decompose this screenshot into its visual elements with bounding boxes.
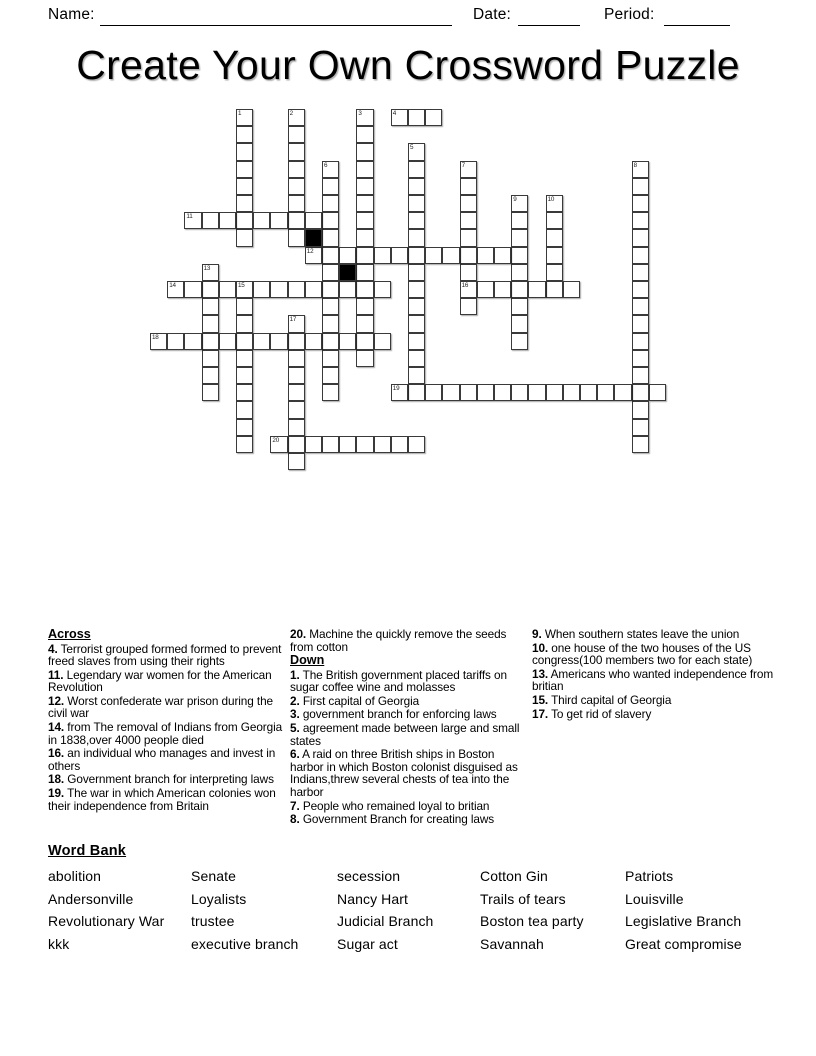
grid-cell[interactable] — [236, 126, 253, 143]
grid-cell[interactable] — [356, 298, 373, 315]
grid-cell[interactable] — [322, 247, 339, 264]
grid-cell-number: 17 — [289, 316, 297, 324]
grid-cell[interactable] — [270, 333, 287, 350]
word-bank-item: executive branch — [191, 935, 299, 952]
grid-cell[interactable] — [305, 333, 322, 350]
grid-cell-number: 9 — [513, 196, 517, 203]
grid-cell[interactable] — [356, 247, 373, 264]
grid-cell[interactable] — [339, 333, 356, 350]
grid-cell[interactable] — [356, 161, 373, 178]
grid-cell[interactable] — [236, 315, 253, 332]
grid-cell[interactable] — [408, 161, 425, 178]
grid-cell[interactable] — [460, 298, 477, 315]
grid-cell[interactable] — [391, 109, 408, 126]
grid-cell[interactable] — [219, 281, 236, 298]
grid-cell[interactable] — [253, 333, 270, 350]
word-bank-item: Loyalists — [191, 890, 247, 907]
grid-cell-number: 16 — [461, 282, 469, 289]
word-bank-item: Sugar act — [337, 935, 398, 952]
clue: 8. Government Branch for creating laws — [290, 812, 495, 827]
grid-cell-number: 7 — [461, 161, 465, 169]
period-label: Period: — [604, 6, 655, 23]
grid-cell[interactable] — [288, 350, 305, 367]
grid-cell[interactable] — [322, 350, 339, 367]
grid-cell[interactable] — [288, 109, 305, 126]
grid-cell[interactable] — [580, 384, 597, 401]
grid-cell[interactable] — [236, 281, 253, 298]
grid-cell[interactable] — [511, 333, 528, 350]
grid-cell-number: 15 — [238, 282, 245, 289]
grid-cell[interactable] — [408, 315, 425, 332]
grid-cell[interactable] — [202, 212, 219, 229]
grid-cell[interactable] — [408, 143, 425, 160]
grid-cell[interactable] — [632, 315, 649, 332]
grid-cell[interactable] — [288, 453, 305, 470]
grid-cell[interactable] — [356, 195, 373, 212]
clue: 16. an individual who manages and invest in others — [48, 746, 276, 773]
grid-cell[interactable] — [288, 384, 305, 401]
grid-cell[interactable] — [167, 333, 184, 350]
grid-cell[interactable] — [511, 298, 528, 315]
grid-cell[interactable] — [460, 212, 477, 229]
grid-cell[interactable] — [460, 161, 477, 178]
grid-cell[interactable] — [460, 247, 477, 264]
grid-cell[interactable] — [494, 281, 511, 298]
grid-cell[interactable] — [305, 247, 322, 264]
grid-cell[interactable] — [425, 109, 442, 126]
grid-cell[interactable] — [236, 212, 253, 229]
grid-cell[interactable] — [356, 281, 373, 298]
grid-cell[interactable] — [632, 367, 649, 384]
grid-cell[interactable] — [202, 367, 219, 384]
grid-cell[interactable] — [408, 109, 425, 126]
word-bank-item: Andersonville — [48, 890, 134, 907]
grid-cell-number: 19 — [392, 385, 400, 393]
grid-cell[interactable] — [339, 436, 356, 453]
grid-cell[interactable] — [632, 195, 649, 212]
grid-cell[interactable] — [511, 212, 528, 229]
grid-cell[interactable] — [494, 384, 511, 401]
grid-cell-number: 20 — [272, 436, 279, 444]
grid-cell[interactable] — [288, 143, 305, 160]
grid-cell[interactable] — [322, 212, 339, 229]
grid-cell[interactable] — [219, 212, 236, 229]
grid-cell[interactable] — [356, 350, 373, 367]
clue: 12. Worst confederate war prison during the civil war — [48, 693, 274, 721]
grid-cell[interactable] — [408, 229, 425, 246]
grid-cell[interactable] — [288, 178, 305, 195]
grid-cell[interactable] — [632, 298, 649, 315]
grid-cell[interactable] — [425, 247, 442, 264]
grid-cell[interactable] — [288, 229, 305, 246]
grid-cell[interactable] — [356, 126, 373, 143]
grid-cell[interactable] — [563, 384, 580, 401]
grid-cell[interactable] — [511, 229, 528, 246]
clue-section-header: Across — [48, 627, 91, 641]
grid-cell[interactable] — [236, 195, 253, 212]
grid-cell[interactable] — [632, 333, 649, 350]
clue: 20. Machine the quickly remove the seeds from cotton — [290, 627, 507, 654]
date-blank-line[interactable] — [518, 8, 580, 26]
grid-cell[interactable] — [236, 419, 253, 436]
word-bank-item: Revolutionary War — [48, 913, 165, 929]
grid-cell[interactable] — [288, 126, 305, 143]
word-bank-item: trustee — [191, 913, 235, 929]
grid-cell[interactable] — [408, 178, 425, 195]
grid-cell[interactable] — [202, 298, 219, 315]
grid-cell[interactable] — [322, 436, 339, 453]
word-bank-item: secession — [337, 868, 401, 884]
grid-cell[interactable] — [546, 264, 563, 281]
grid-cell[interactable] — [322, 333, 339, 350]
grid-cell[interactable] — [356, 109, 373, 126]
word-bank-item: Patriots — [625, 868, 674, 884]
grid-cell[interactable] — [202, 315, 219, 332]
grid-cell[interactable] — [253, 212, 270, 229]
grid-cell[interactable] — [511, 264, 528, 281]
grid-cell[interactable] — [236, 109, 253, 126]
grid-cell[interactable] — [184, 333, 201, 350]
clue: 4. Terrorist grouped formed formed to prevent freed slaves from using their rights — [48, 641, 282, 669]
grid-cell[interactable] — [374, 436, 391, 453]
grid-cell[interactable] — [339, 247, 356, 264]
clue: 3. government branch for enforcing laws — [290, 707, 497, 722]
grid-cell[interactable] — [322, 264, 339, 281]
grid-cell[interactable] — [322, 367, 339, 384]
clue-column — [290, 628, 527, 827]
grid-cell[interactable] — [288, 161, 305, 178]
grid-cell[interactable] — [236, 229, 253, 246]
clues-section — [48, 628, 788, 843]
grid-cell[interactable] — [511, 384, 528, 401]
clue: 5. agreement made between large and small states — [290, 721, 520, 748]
grid-cell-number: 11 — [186, 213, 193, 221]
grid-cell[interactable] — [288, 212, 305, 229]
grid-cell-number: 4 — [392, 110, 397, 117]
grid-cell[interactable] — [408, 247, 425, 264]
grid-cell[interactable] — [184, 212, 201, 229]
clue: 18. Government branch for interpreting laws — [48, 772, 274, 787]
grid-cell[interactable] — [391, 384, 408, 401]
word-bank-item: Judicial Branch — [337, 913, 434, 929]
grid-cell[interactable] — [322, 178, 339, 195]
grid-cell[interactable] — [202, 264, 219, 281]
grid-cell[interactable] — [202, 384, 219, 401]
word-bank-item: Boston tea party — [480, 913, 584, 929]
word-bank-item: Savannah — [480, 935, 544, 952]
grid-cell[interactable] — [305, 212, 322, 229]
word-bank-item: Great compromise — [625, 935, 742, 952]
grid-cell[interactable] — [288, 315, 305, 332]
grid-cell-number: 6 — [324, 161, 328, 169]
grid-cell[interactable] — [322, 315, 339, 332]
grid-cell[interactable] — [546, 281, 563, 298]
grid-cell[interactable] — [460, 178, 477, 195]
grid-cell-number: 1 — [238, 110, 242, 117]
word-bank-item: Louisville — [625, 890, 684, 907]
grid-cell[interactable] — [202, 281, 219, 298]
grid-cell[interactable] — [408, 333, 425, 350]
grid-cell[interactable] — [442, 247, 459, 264]
grid-cell[interactable] — [322, 229, 339, 246]
grid-cell[interactable] — [219, 333, 236, 350]
grid-cell[interactable] — [184, 281, 201, 298]
grid-cell[interactable] — [288, 367, 305, 384]
word-bank-item: Senate — [191, 868, 236, 884]
word-bank-item: Nancy Hart — [337, 890, 409, 907]
grid-cell[interactable] — [270, 436, 287, 453]
grid-cell[interactable] — [270, 281, 287, 298]
grid-cell[interactable] — [236, 384, 253, 401]
grid-cell[interactable] — [408, 384, 425, 401]
grid-cell[interactable] — [322, 281, 339, 298]
grid-cell[interactable] — [270, 212, 287, 229]
grid-cell[interactable] — [511, 315, 528, 332]
grid-cell[interactable] — [356, 229, 373, 246]
grid-cell[interactable] — [288, 419, 305, 436]
grid-cell[interactable] — [632, 264, 649, 281]
grid-cell[interactable] — [253, 281, 270, 298]
grid-cell[interactable] — [632, 247, 649, 264]
grid-cell[interactable] — [356, 212, 373, 229]
grid-cell[interactable] — [236, 436, 253, 453]
crossword-grid — [150, 109, 666, 471]
grid-cell[interactable] — [546, 229, 563, 246]
grid-cell[interactable] — [408, 212, 425, 229]
grid-cell[interactable] — [356, 315, 373, 332]
grid-cell[interactable] — [632, 401, 649, 418]
grid-cell[interactable] — [408, 264, 425, 281]
grid-cell[interactable] — [477, 281, 494, 298]
clue: 6. A raid on three British ships in Boston harbor in which Boston colonist disguised as Indians,threw several chests of tea into the harbor — [290, 747, 518, 800]
grid-cell[interactable] — [374, 333, 391, 350]
grid-cell[interactable] — [391, 436, 408, 453]
word-bank-list — [48, 865, 742, 955]
grid-cell[interactable] — [546, 195, 563, 212]
grid-cell[interactable] — [322, 161, 339, 178]
grid-cell[interactable] — [150, 333, 167, 350]
grid-cell[interactable] — [288, 436, 305, 453]
grid-cell[interactable] — [460, 264, 477, 281]
grid-cell[interactable] — [408, 367, 425, 384]
grid-cell[interactable] — [339, 281, 356, 298]
grid-cell-number: 3 — [358, 110, 362, 117]
grid-cell[interactable] — [649, 384, 666, 401]
grid-cell[interactable] — [460, 384, 477, 401]
grid-cell[interactable] — [202, 333, 219, 350]
grid-cell-number: 8 — [633, 161, 637, 169]
grid-black-cell — [339, 264, 356, 281]
grid-cell[interactable] — [356, 264, 373, 281]
grid-cell[interactable] — [511, 195, 528, 212]
grid-cell[interactable] — [442, 384, 459, 401]
grid-cell[interactable] — [236, 350, 253, 367]
grid-cell[interactable] — [632, 419, 649, 436]
grid-cell[interactable] — [460, 229, 477, 246]
clue: 13. Americans who wanted independence from britian — [532, 666, 774, 694]
word-bank-item: Trails of tears — [480, 890, 566, 907]
clue: 10. one house of the two houses of the US congress(100 members two for each state) — [532, 640, 753, 668]
clue: 17. To get rid of slavery — [532, 706, 652, 721]
grid-cell-number: 10 — [547, 196, 555, 203]
grid-cell[interactable] — [546, 212, 563, 229]
clue: 11. Legendary war women for the American Revolution — [48, 667, 272, 695]
grid-cell[interactable] — [460, 195, 477, 212]
grid-cell[interactable] — [632, 350, 649, 367]
word-bank-item: kkk — [48, 935, 70, 952]
grid-cell[interactable] — [356, 333, 373, 350]
clue: 1. The British government placed tariffs on sugar coffee wine and molasses — [290, 667, 507, 695]
date-label: Date: — [473, 6, 512, 23]
grid-cell[interactable] — [408, 195, 425, 212]
clue: 14. from The removal of Indians from Georgia in 1838,over 4000 people died — [48, 720, 283, 747]
clue: 15. Third capital of Georgia — [532, 692, 672, 707]
grid-cell[interactable] — [374, 281, 391, 298]
grid-cell[interactable] — [236, 178, 253, 195]
grid-cell[interactable] — [236, 367, 253, 384]
word-bank-item: abolition — [48, 868, 102, 884]
grid-cell[interactable] — [460, 281, 477, 298]
grid-cell[interactable] — [511, 281, 528, 298]
grid-cell[interactable] — [546, 384, 563, 401]
grid-cell[interactable] — [494, 247, 511, 264]
grid-cell[interactable] — [632, 281, 649, 298]
grid-cell[interactable] — [425, 384, 442, 401]
name-label: Name: — [48, 6, 95, 23]
grid-cell[interactable] — [546, 247, 563, 264]
grid-cell[interactable] — [597, 384, 614, 401]
grid-cell[interactable] — [236, 298, 253, 315]
word-bank-item: Legislative Branch — [625, 913, 742, 929]
word-bank-header: Word Bank — [48, 843, 127, 859]
grid-cell[interactable] — [477, 384, 494, 401]
grid-cell[interactable] — [632, 161, 649, 178]
grid-cell[interactable] — [632, 384, 649, 401]
grid-cell[interactable] — [236, 161, 253, 178]
grid-cell[interactable] — [511, 247, 528, 264]
grid-cell-number: 5 — [410, 144, 414, 152]
clue: 2. First capital of Georgia — [290, 693, 420, 708]
clue: 9. When southern states leave the union — [532, 627, 740, 641]
grid-cell-number: 12 — [306, 247, 314, 255]
grid-cell[interactable] — [305, 281, 322, 298]
grid-cell[interactable] — [614, 384, 631, 401]
grid-cell[interactable] — [632, 436, 649, 453]
grid-cell[interactable] — [408, 298, 425, 315]
clue: 7. People who remained loyal to britian — [290, 798, 490, 813]
clue-column — [532, 628, 784, 721]
grid-cell[interactable] — [632, 229, 649, 246]
grid-cell[interactable] — [391, 247, 408, 264]
grid-cell[interactable] — [528, 281, 545, 298]
grid-cell[interactable] — [236, 143, 253, 160]
grid-cell[interactable] — [288, 401, 305, 418]
word-bank-item: Cotton Gin — [480, 868, 548, 884]
clue-section-header: Down — [290, 653, 325, 668]
period-blank-line[interactable] — [664, 8, 730, 26]
grid-cell[interactable] — [288, 281, 305, 298]
grid-cell-number: 14 — [169, 282, 176, 289]
name-blank-line[interactable] — [100, 8, 452, 26]
grid-cell[interactable] — [236, 333, 253, 350]
grid-black-cell — [305, 229, 322, 246]
grid-cell-number: 18 — [152, 333, 159, 341]
grid-cell[interactable] — [408, 436, 425, 453]
grid-cell[interactable] — [202, 350, 219, 367]
grid-cell[interactable] — [305, 436, 322, 453]
grid-cell[interactable] — [356, 436, 373, 453]
grid-cell[interactable] — [408, 350, 425, 367]
page-title: Create Your Own Crossword Puzzle — [76, 42, 740, 88]
grid-cell[interactable] — [632, 212, 649, 229]
grid-cell[interactable] — [632, 178, 649, 195]
grid-cell-number: 2 — [289, 110, 293, 117]
grid-cell[interactable] — [356, 143, 373, 160]
grid-cell[interactable] — [528, 384, 545, 401]
grid-cell[interactable] — [167, 281, 184, 298]
grid-cell[interactable] — [288, 195, 305, 212]
grid-cell[interactable] — [408, 281, 425, 298]
grid-cell[interactable] — [322, 195, 339, 212]
grid-cell[interactable] — [563, 281, 580, 298]
grid-cell-number: 13 — [203, 264, 211, 272]
grid-cell[interactable] — [477, 247, 494, 264]
grid-cell[interactable] — [322, 384, 339, 401]
grid-cell[interactable] — [236, 401, 253, 418]
grid-cell[interactable] — [322, 298, 339, 315]
clue: 19. The war in which American colonies won their independence from Britain — [48, 786, 276, 813]
grid-cell[interactable] — [374, 247, 391, 264]
grid-cell[interactable] — [288, 333, 305, 350]
grid-cell[interactable] — [356, 178, 373, 195]
clue-column — [48, 628, 285, 813]
